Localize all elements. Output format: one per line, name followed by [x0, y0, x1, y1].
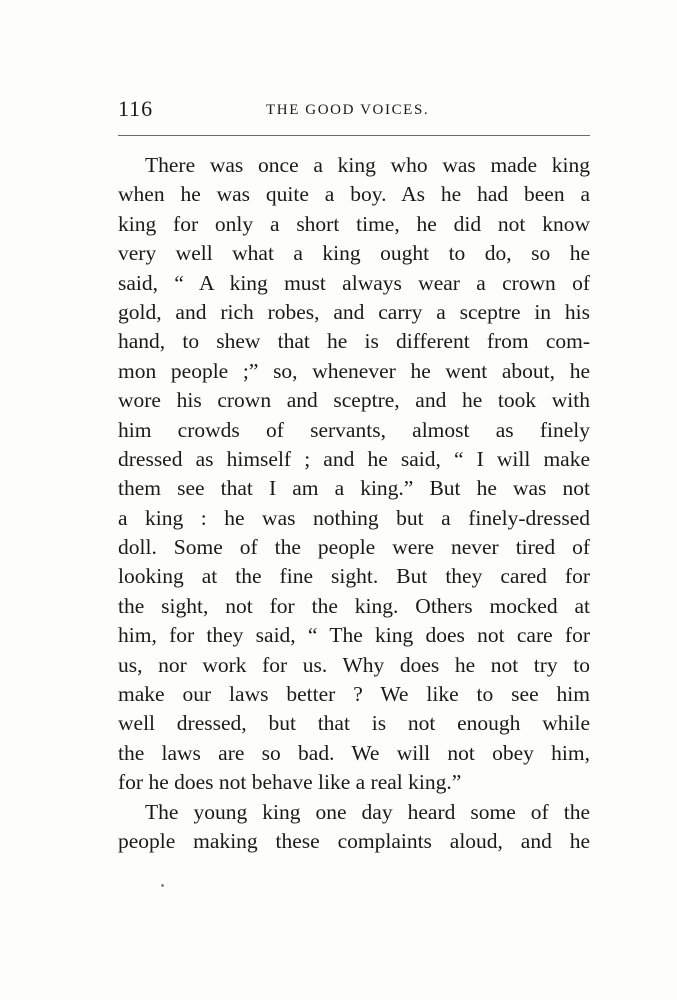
text-line: wore his crown and sceptre, and he took with — [118, 388, 590, 413]
text-line: well dressed, but that is not enough while — [118, 711, 590, 736]
text-line: gold, and rich robes, and carry a sceptre in his — [118, 299, 590, 324]
text-line: him, for they said, “ The king does not care for — [118, 623, 590, 648]
text-line: said, “ A king must always wear a crown of — [118, 270, 590, 295]
text-line: them see that I am a king.” But he was not — [118, 476, 590, 501]
text-line: a king : he was nothing but a finely-dressed — [118, 505, 590, 530]
text-line: the laws are so bad. We will not obey him, — [118, 740, 590, 765]
text-line: The young king one day heard some of the — [145, 799, 590, 824]
text-line: very well what a king ought to do, so he — [118, 241, 590, 266]
text-line: us, nor work for us. Why does he not try to — [118, 652, 590, 677]
page-number: 116 — [118, 96, 154, 121]
text-line: mon people ;” so, whenever he went about, he — [118, 358, 590, 383]
page-header — [118, 96, 590, 126]
text-line: the sight, not for the king. Others mocked at — [118, 593, 590, 618]
text-line: for he does not behave like a real king.” — [118, 770, 462, 795]
body-text — [118, 151, 590, 856]
text-line: There was once a king who was made king — [145, 153, 590, 177]
header-rule — [118, 135, 590, 136]
text-line: dressed as himself ; and he said, “ I will make — [118, 446, 590, 471]
text-line: looking at the fine sight. But they cared for — [118, 564, 590, 589]
text-line: when he was quite a boy. As he had been a — [118, 182, 590, 207]
text-line: people making these complaints aloud, and he — [118, 828, 590, 853]
text-line: him crowds of servants, almost as finely — [118, 417, 590, 442]
text-line: king for only a short time, he did not know — [118, 211, 590, 236]
paper-speck — [161, 884, 164, 887]
text-line: make our laws better ? We like to see him — [118, 682, 590, 707]
text-line: doll. Some of the people were never tired of — [118, 535, 590, 560]
running-title: THE GOOD VOICES. — [266, 102, 430, 118]
text-line: hand, to shew that he is different from com- — [118, 329, 590, 354]
